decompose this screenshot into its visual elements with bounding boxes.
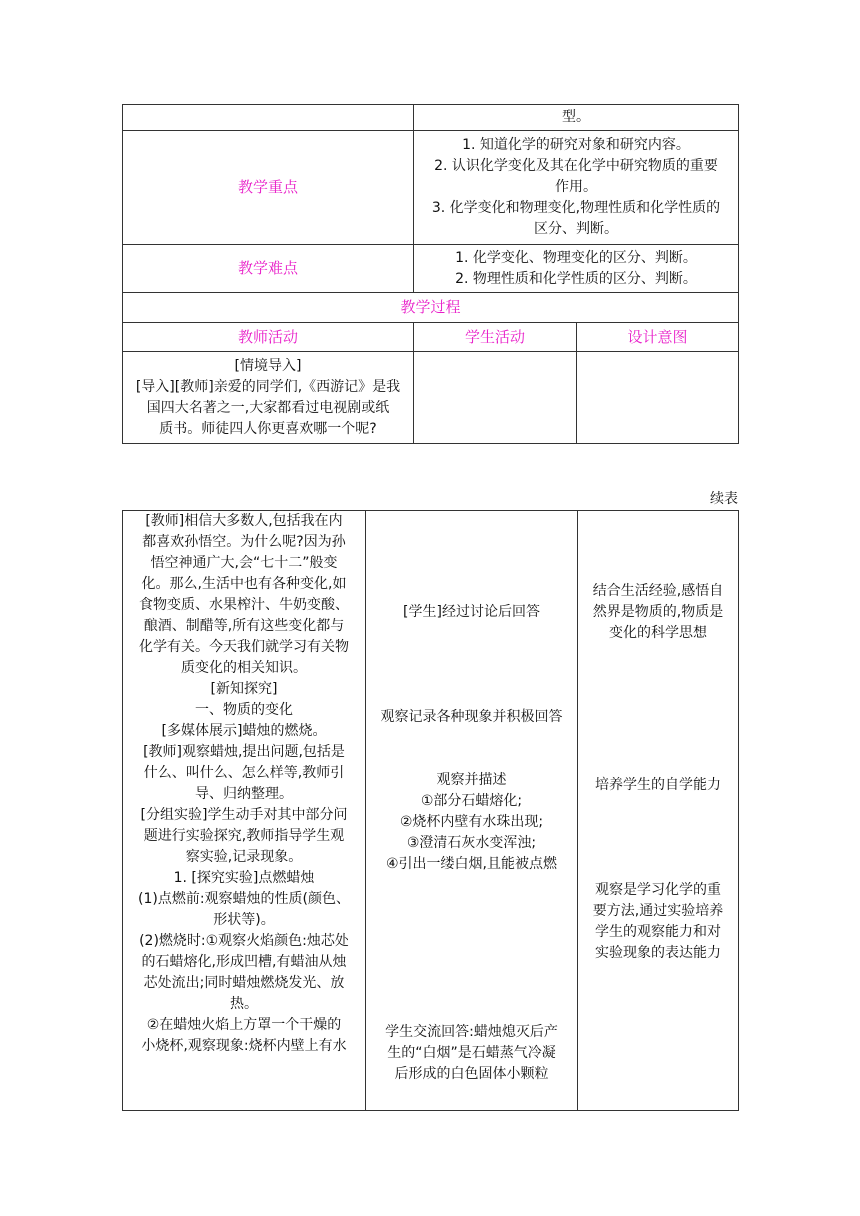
difficulty-line: 1. 化学变化、物理变化的区分、判断。 bbox=[455, 249, 697, 266]
teacher-line: (1)点燃前:观察蜡烛的性质(颜色、 bbox=[137, 891, 350, 907]
teacher-line: 小烧杯,观察现象:烧杯内壁上有水 bbox=[141, 1038, 347, 1054]
lesson-plan-table bbox=[122, 104, 739, 444]
difficulties-label: 教学难点 bbox=[123, 245, 414, 293]
student-answer: [学生]经过讨论后回答 bbox=[403, 604, 540, 620]
design-line: 观察是学习化学的重 bbox=[595, 882, 721, 898]
teacher-line: [分组实验]学生动手对其中部分问 bbox=[140, 807, 348, 823]
teacher-line: 导、归纳整理。 bbox=[195, 786, 293, 802]
key-points-content bbox=[414, 131, 739, 245]
key-points-label: 教学重点 bbox=[123, 131, 414, 245]
teacher-line: 一、物质的变化 bbox=[195, 702, 293, 718]
design-line: 然界是物质的,物质是 bbox=[592, 604, 724, 620]
continued-label: 续表 bbox=[710, 491, 738, 507]
design-line: 要方法,通过实验培养 bbox=[592, 903, 724, 919]
teacher-line: (2)燃烧时:①观察火焰颜色:烛芯处 bbox=[139, 933, 349, 949]
header-design: 设计意图 bbox=[577, 323, 739, 352]
intro-design-cell bbox=[577, 352, 739, 444]
key-point-line: 3. 化学变化和物理变化,物理性质和化学性质的 bbox=[431, 200, 721, 216]
empty-cell bbox=[123, 105, 414, 131]
student-describe-line: ①部分石蜡熔化; bbox=[420, 793, 523, 809]
student-activity-cell bbox=[366, 511, 578, 1111]
teacher-line: 什么、叫什么、怎么样等,教师引 bbox=[143, 765, 345, 781]
teacher-line: 形状等)。 bbox=[213, 912, 275, 928]
intro-teacher-cell bbox=[123, 352, 414, 444]
teacher-line: 酿酒、制醋等,所有这些变化都与 bbox=[143, 618, 345, 634]
difficulties-row bbox=[123, 245, 739, 293]
design-line: 学生的观察能力和对 bbox=[595, 924, 721, 940]
intro-line: 国四大名著之一,大家都看过电视剧或纸 bbox=[146, 399, 390, 416]
teacher-line: [多媒体展示]蜡烛的燃烧。 bbox=[161, 723, 327, 739]
teacher-line: 化学有关。今天我们就学习有关物 bbox=[139, 639, 349, 655]
teacher-line: 察实验,记录现象。 bbox=[185, 849, 303, 865]
teacher-line: 题进行实验探究,教师指导学生观 bbox=[143, 828, 345, 844]
continuation-row bbox=[123, 105, 739, 131]
student-describe-line: ④引出一缕白烟,且能被点燃 bbox=[385, 856, 557, 872]
difficulties-content bbox=[414, 245, 739, 293]
key-point-line: 作用。 bbox=[555, 179, 597, 195]
continued-row bbox=[123, 511, 739, 1111]
teacher-line: [新知探究] bbox=[210, 681, 278, 697]
process-title: 教学过程 bbox=[123, 293, 739, 323]
key-points-row bbox=[123, 131, 739, 245]
teacher-line: 食物变质、水果榨汁、牛奶变酸、 bbox=[139, 597, 349, 613]
intro-row bbox=[123, 352, 739, 444]
teacher-activity-cell bbox=[123, 511, 366, 1111]
design-line: 结合生活经验,感悟自 bbox=[592, 583, 724, 599]
header-student: 学生活动 bbox=[414, 323, 577, 352]
continuation-text: 型。 bbox=[414, 105, 739, 131]
design-line: 培养学生的自学能力 bbox=[595, 777, 721, 793]
key-point-line: 区分、判断。 bbox=[534, 221, 618, 237]
intro-line: [导入][教师]亲爱的同学们,《西游记》是我 bbox=[135, 378, 401, 395]
student-describe-line: ②烧杯内壁有水珠出现; bbox=[399, 814, 544, 830]
student-exchange-line: 生的“白烟”是石蜡蒸气冷凝 bbox=[387, 1045, 556, 1061]
teacher-line: 芯处流出;同时蜡烛燃烧发光、放 bbox=[143, 975, 345, 991]
teacher-line: 悟空神通广大,会“七十二”般变 bbox=[150, 555, 338, 571]
key-point-line: 2. 认识化学变化及其在化学中研究物质的重要 bbox=[434, 158, 718, 174]
student-observe: 观察记录各种现象并积极回答 bbox=[380, 709, 563, 725]
teacher-line: [教师]观察蜡烛,提出问题,包括是 bbox=[143, 744, 345, 760]
difficulty-line: 2. 物理性质和化学性质的区分、判断。 bbox=[455, 270, 697, 287]
student-describe-line: 观察并描述 bbox=[436, 772, 507, 788]
continued-table bbox=[122, 510, 739, 1111]
design-line: 变化的科学思想 bbox=[609, 625, 707, 641]
intro-line: 质书。师徒四人你更喜欢哪一个呢? bbox=[159, 420, 377, 437]
header-teacher: 教师活动 bbox=[123, 323, 414, 352]
header-row bbox=[123, 323, 739, 352]
design-intent-cell bbox=[578, 511, 739, 1111]
teacher-line: [教师]相信大多数人,包括我在内 bbox=[145, 513, 343, 529]
student-describe-line: ③澄清石灰水变浑浊; bbox=[406, 835, 537, 851]
teacher-line: 质变化的相关知识。 bbox=[181, 660, 307, 676]
teacher-line: 化。那么,生活中也有各种变化,如 bbox=[141, 576, 347, 592]
teacher-line: 1. [探究实验]点燃蜡烛 bbox=[173, 870, 315, 886]
process-title-row bbox=[123, 293, 739, 323]
teacher-line: 的石蜡熔化,形成凹槽,有蜡油从烛 bbox=[141, 954, 347, 970]
teacher-line: ②在蜡烛火焰上方罩一个干燥的 bbox=[146, 1017, 342, 1033]
teacher-line: 热。 bbox=[230, 996, 258, 1012]
intro-line: [情境导入] bbox=[234, 357, 302, 374]
key-point-line: 1. 知道化学的研究对象和研究内容。 bbox=[462, 137, 690, 153]
student-exchange-line: 后形成的白色固体小颗粒 bbox=[394, 1066, 549, 1082]
intro-student-cell bbox=[414, 352, 577, 444]
teacher-line: 都喜欢孙悟空。为什么呢?因为孙 bbox=[142, 534, 346, 550]
student-exchange-line: 学生交流回答:蜡烛熄灭后产 bbox=[385, 1024, 558, 1040]
design-line: 实验现象的表达能力 bbox=[595, 945, 721, 961]
